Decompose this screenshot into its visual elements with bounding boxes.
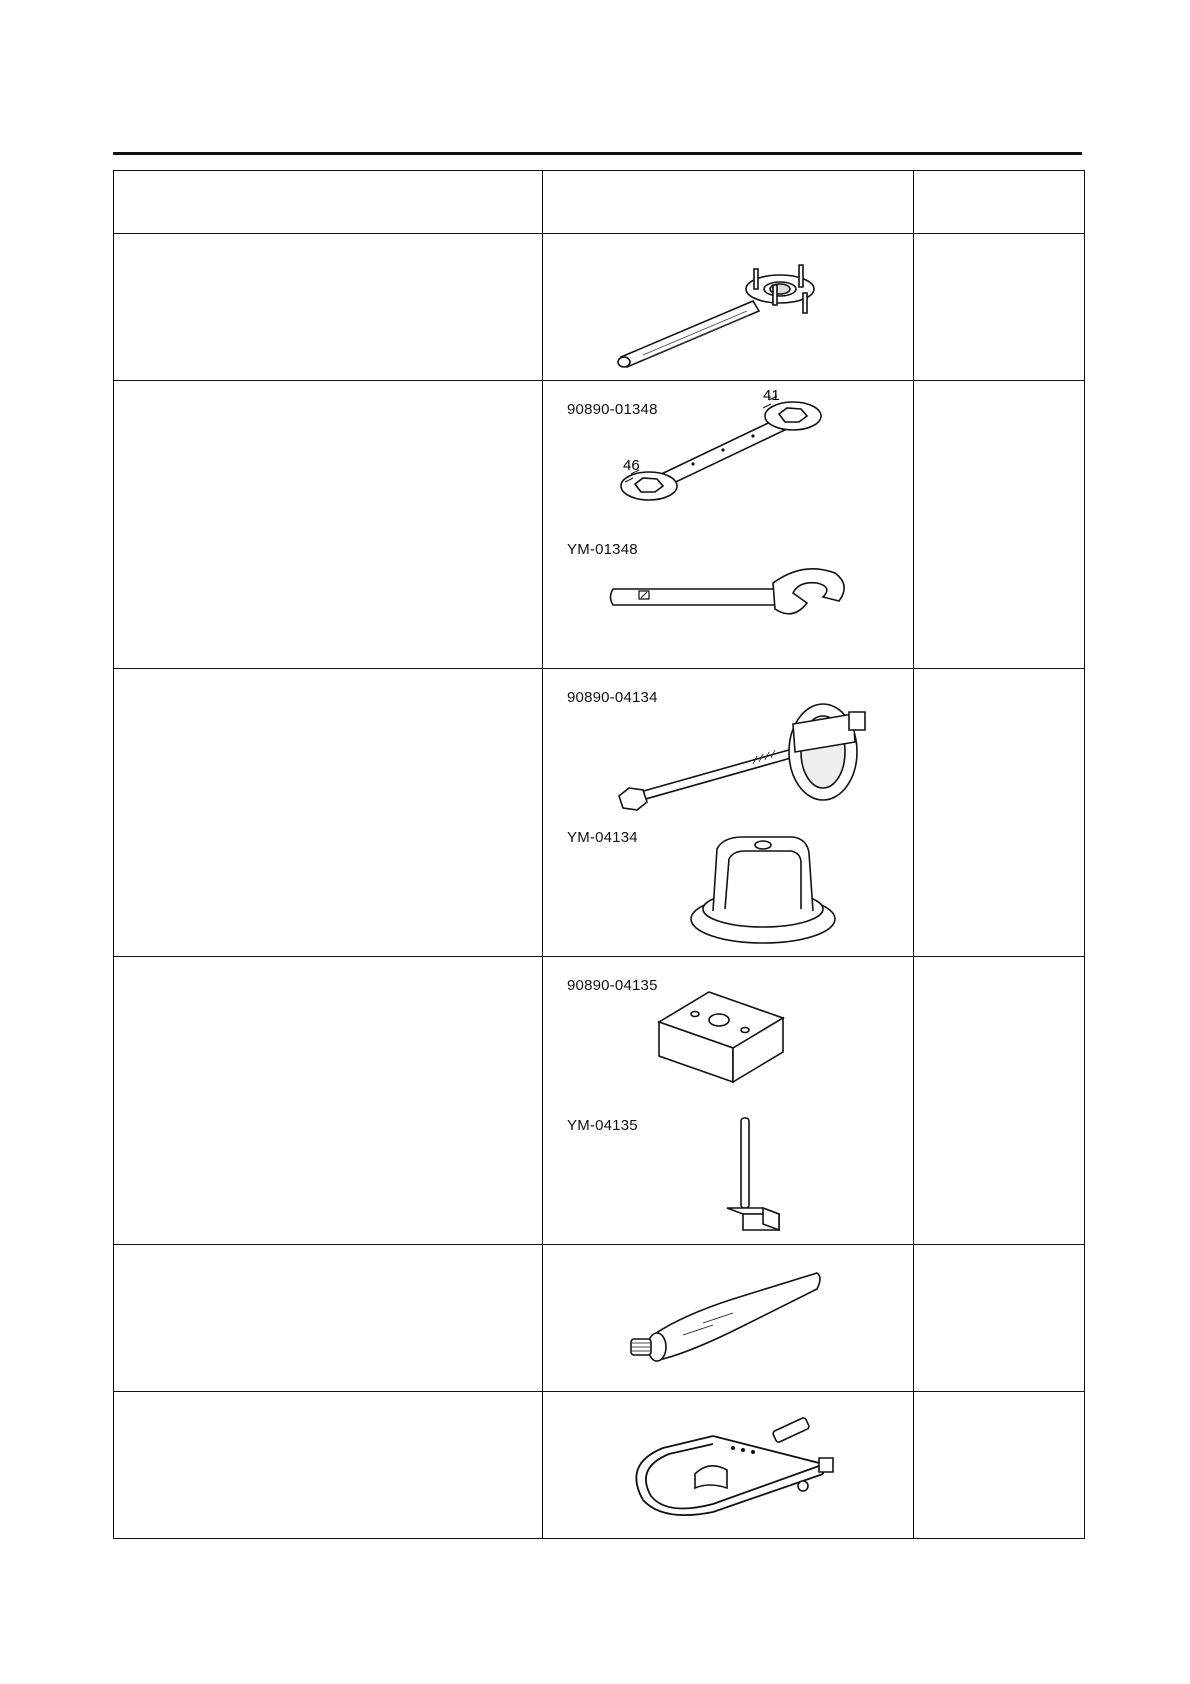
bearing-puller-icon [603, 684, 883, 824]
part-number-label: 90890-04135 [567, 977, 658, 994]
part-number-label: YM-04135 [567, 1117, 638, 1134]
tool-name-cell [114, 1392, 543, 1539]
tool-illustration-cell [543, 1245, 914, 1392]
table-row [114, 957, 1085, 1245]
double-end-box-wrench-icon [613, 386, 833, 511]
tool-name-cell [114, 669, 543, 957]
part-number-label: 90890-04134 [567, 689, 658, 706]
grease-tube-icon [623, 1265, 843, 1375]
tool-notes-cell [914, 234, 1085, 381]
tool-notes-cell [914, 957, 1085, 1245]
part-number-label: 90890-01348 [567, 401, 658, 418]
tool-illustration-cell [543, 381, 914, 669]
table-row [114, 1245, 1085, 1392]
part-number-label: YM-01348 [567, 541, 638, 558]
part-number-label: YM-04134 [567, 829, 638, 846]
table-row [114, 234, 1085, 381]
special-tools-table [113, 170, 1085, 1539]
tool-illustration-cell [543, 669, 914, 957]
tool-notes-cell [914, 381, 1085, 669]
tool-illustration-cell [543, 234, 914, 381]
header-cell-name [114, 171, 543, 234]
table-row [114, 669, 1085, 957]
table-row [114, 1392, 1085, 1539]
tool-illustration-cell [543, 1392, 914, 1539]
holder-stand-icon [723, 1112, 803, 1237]
tool-name-cell [114, 234, 543, 381]
tool-name-cell [114, 381, 543, 669]
header-cell-illustration [543, 171, 914, 234]
tool-notes-cell [914, 1245, 1085, 1392]
spring-clamp-icon [623, 1404, 853, 1529]
header-rule [113, 152, 1082, 155]
tool-notes-cell [914, 1392, 1085, 1539]
tool-illustration-cell [543, 957, 914, 1245]
header-cell-notes [914, 171, 1085, 234]
dimension-label: 41 [763, 387, 780, 404]
holder-block-icon [653, 982, 803, 1092]
puller-attachment-icon [683, 829, 843, 949]
table-row [114, 381, 1085, 669]
dimension-label: 46 [623, 457, 640, 474]
table-header-row [114, 171, 1085, 234]
tool-name-cell [114, 957, 543, 1245]
tool-name-cell [114, 1245, 543, 1392]
tool-notes-cell [914, 669, 1085, 957]
open-end-wrench-icon [603, 561, 863, 641]
spanner-wrench-icon [603, 239, 823, 369]
